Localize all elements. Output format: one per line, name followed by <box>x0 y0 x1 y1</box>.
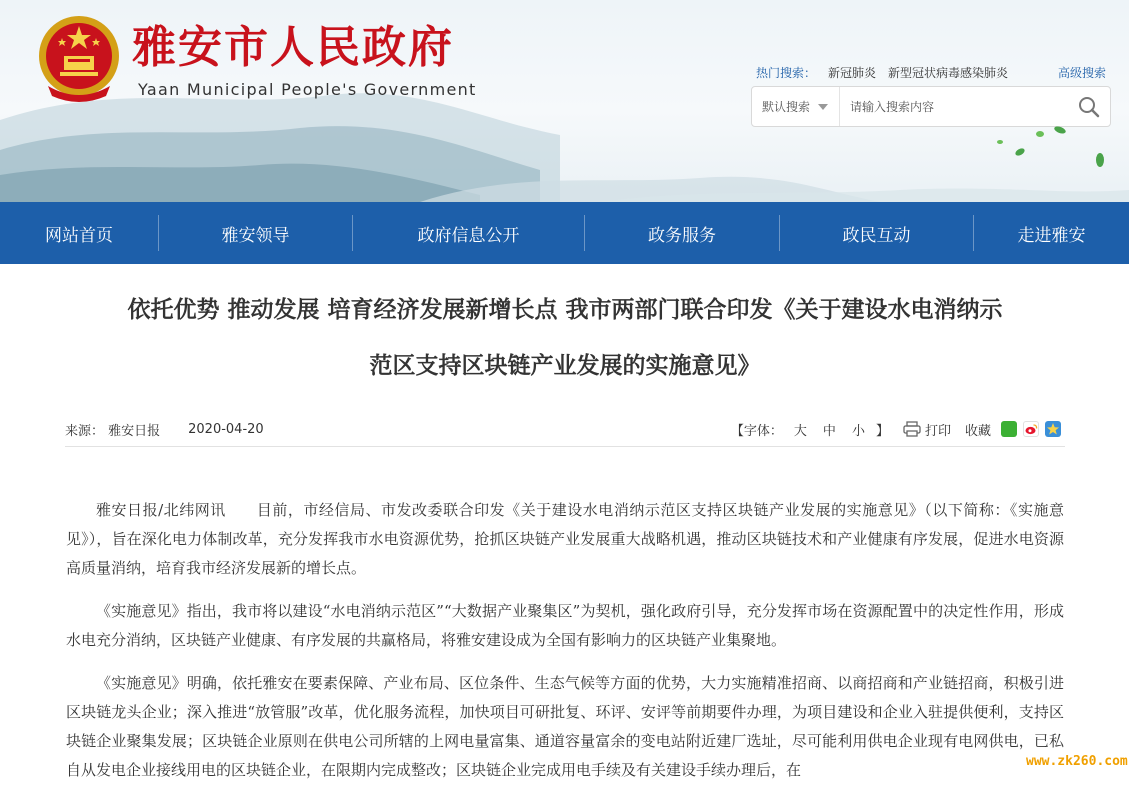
weibo-share-icon[interactable] <box>1023 421 1039 437</box>
article-tools <box>731 414 1061 444</box>
nav-item-about-yaan[interactable]: 走进雅安 <box>1017 225 1086 246</box>
meta-divider <box>65 446 1065 447</box>
search-scope-dropdown[interactable] <box>752 87 840 126</box>
article-body <box>66 496 1064 785</box>
printer-icon <box>903 421 921 437</box>
print-button[interactable] <box>903 420 951 439</box>
article-title-line: 依托优势 推动发展 培育经济发展新增长点 我市两部门联合印发《关于建设水电消纳示 <box>127 297 1003 323</box>
caret-down-icon <box>818 104 828 110</box>
watermark-text: www.zk260.com <box>1026 754 1128 769</box>
nav-item-interaction[interactable]: 政民互动 <box>842 225 911 246</box>
nav-item-gov-info[interactable]: 政府信息公开 <box>417 225 520 246</box>
article-meta <box>65 414 1065 444</box>
article-paragraph: 《实施意见》明确，依托雅安在要素保障、产业布局、区位条件、生态气候等方面的优势，大力实施精准招商、以商招商和产业链招商，积极引进区块链龙头企业；深入推进“放管服”改革，优化服务流程，加快项目可研批复、环评、安评等前期要件办理，为项目建设和企业入驻提供便利，支持区块链企业聚集发展；区块链企业原则在供电公司所辖的上网电量富集、通道容量富余的变电站附近建厂选址，尽可能利用供电企业现有电网供电，已私自从发电企业接线用电的区块链企业，在限期内完成整改；区块链企业完成用电手续及有关建设手续办理后，在 <box>66 674 1064 779</box>
font-size-close: 】 <box>875 423 889 439</box>
hot-search-item[interactable]: 新型冠状病毒感染肺炎 <box>888 66 1009 80</box>
font-size-small-button[interactable]: 小 <box>851 423 865 439</box>
nav-item-home[interactable]: 网站首页 <box>45 225 113 246</box>
nav-item-leaders[interactable]: 雅安领导 <box>221 225 290 246</box>
article-title-line: 范区支持区块链产业发展的实施意见》 <box>369 353 761 379</box>
font-size-medium-button[interactable]: 中 <box>822 423 836 439</box>
article-paragraph: 雅安日报/北纬网讯 目前，市经信局、市发改委联合印发《关于建设水电消纳示范区支持区块链产业发展的实施意见》（以下简称：《实施意见》），旨在深化电力体制改革，充分发挥我市水电资源优势，抢抓区块链产业发展重大战略机遇，推动区块链技术和产业健康有序发展，促进水电资源高质量消纳，培育我市经济发展新的增长点。 <box>66 501 1064 577</box>
site-title: 雅安市人民政府 <box>132 22 454 73</box>
advanced-search-link[interactable]: 高级搜索 <box>1058 66 1107 80</box>
article-date: 2020-04-20 <box>188 421 264 437</box>
search-scope-label: 默认搜索 <box>762 100 811 114</box>
national-emblem-logo <box>34 12 124 104</box>
hot-search-bar <box>756 64 1008 81</box>
font-size-large-button[interactable]: 大 <box>793 423 807 439</box>
leaf-decoration-icon <box>990 120 1129 180</box>
hot-search-item[interactable]: 新冠肺炎 <box>828 66 877 80</box>
weibo-icon <box>1024 422 1038 436</box>
article-title <box>60 282 1070 394</box>
qzone-share-icon[interactable] <box>1045 421 1061 437</box>
star-icon <box>1045 421 1061 437</box>
search-icon <box>1078 96 1100 118</box>
print-label: 打印 <box>924 423 951 439</box>
site-header <box>0 0 1129 202</box>
main-nav <box>0 202 1129 264</box>
favorite-button[interactable]: 收藏 <box>964 423 991 439</box>
site-subtitle: Yaan Municipal People's Government <box>138 80 477 99</box>
font-size-label: 【字体： <box>730 423 783 439</box>
hot-search-label: 热门搜索： <box>756 66 817 80</box>
nav-item-services[interactable]: 政务服务 <box>648 225 716 246</box>
article-source: 来源： 雅安日报 <box>65 423 161 439</box>
article-paragraph: 《实施意见》指出，我市将以建设“水电消纳示范区”“大数据产业聚集区”为契机，强化政府引导，充分发挥市场在资源配置中的决定性作用，形成水电充分消纳，区块链产业健康、有序发展的共赢格局，将雅安建设成为全国有影响力的区块链产业集聚地。 <box>66 602 1064 649</box>
wechat-share-icon[interactable] <box>1001 421 1017 437</box>
